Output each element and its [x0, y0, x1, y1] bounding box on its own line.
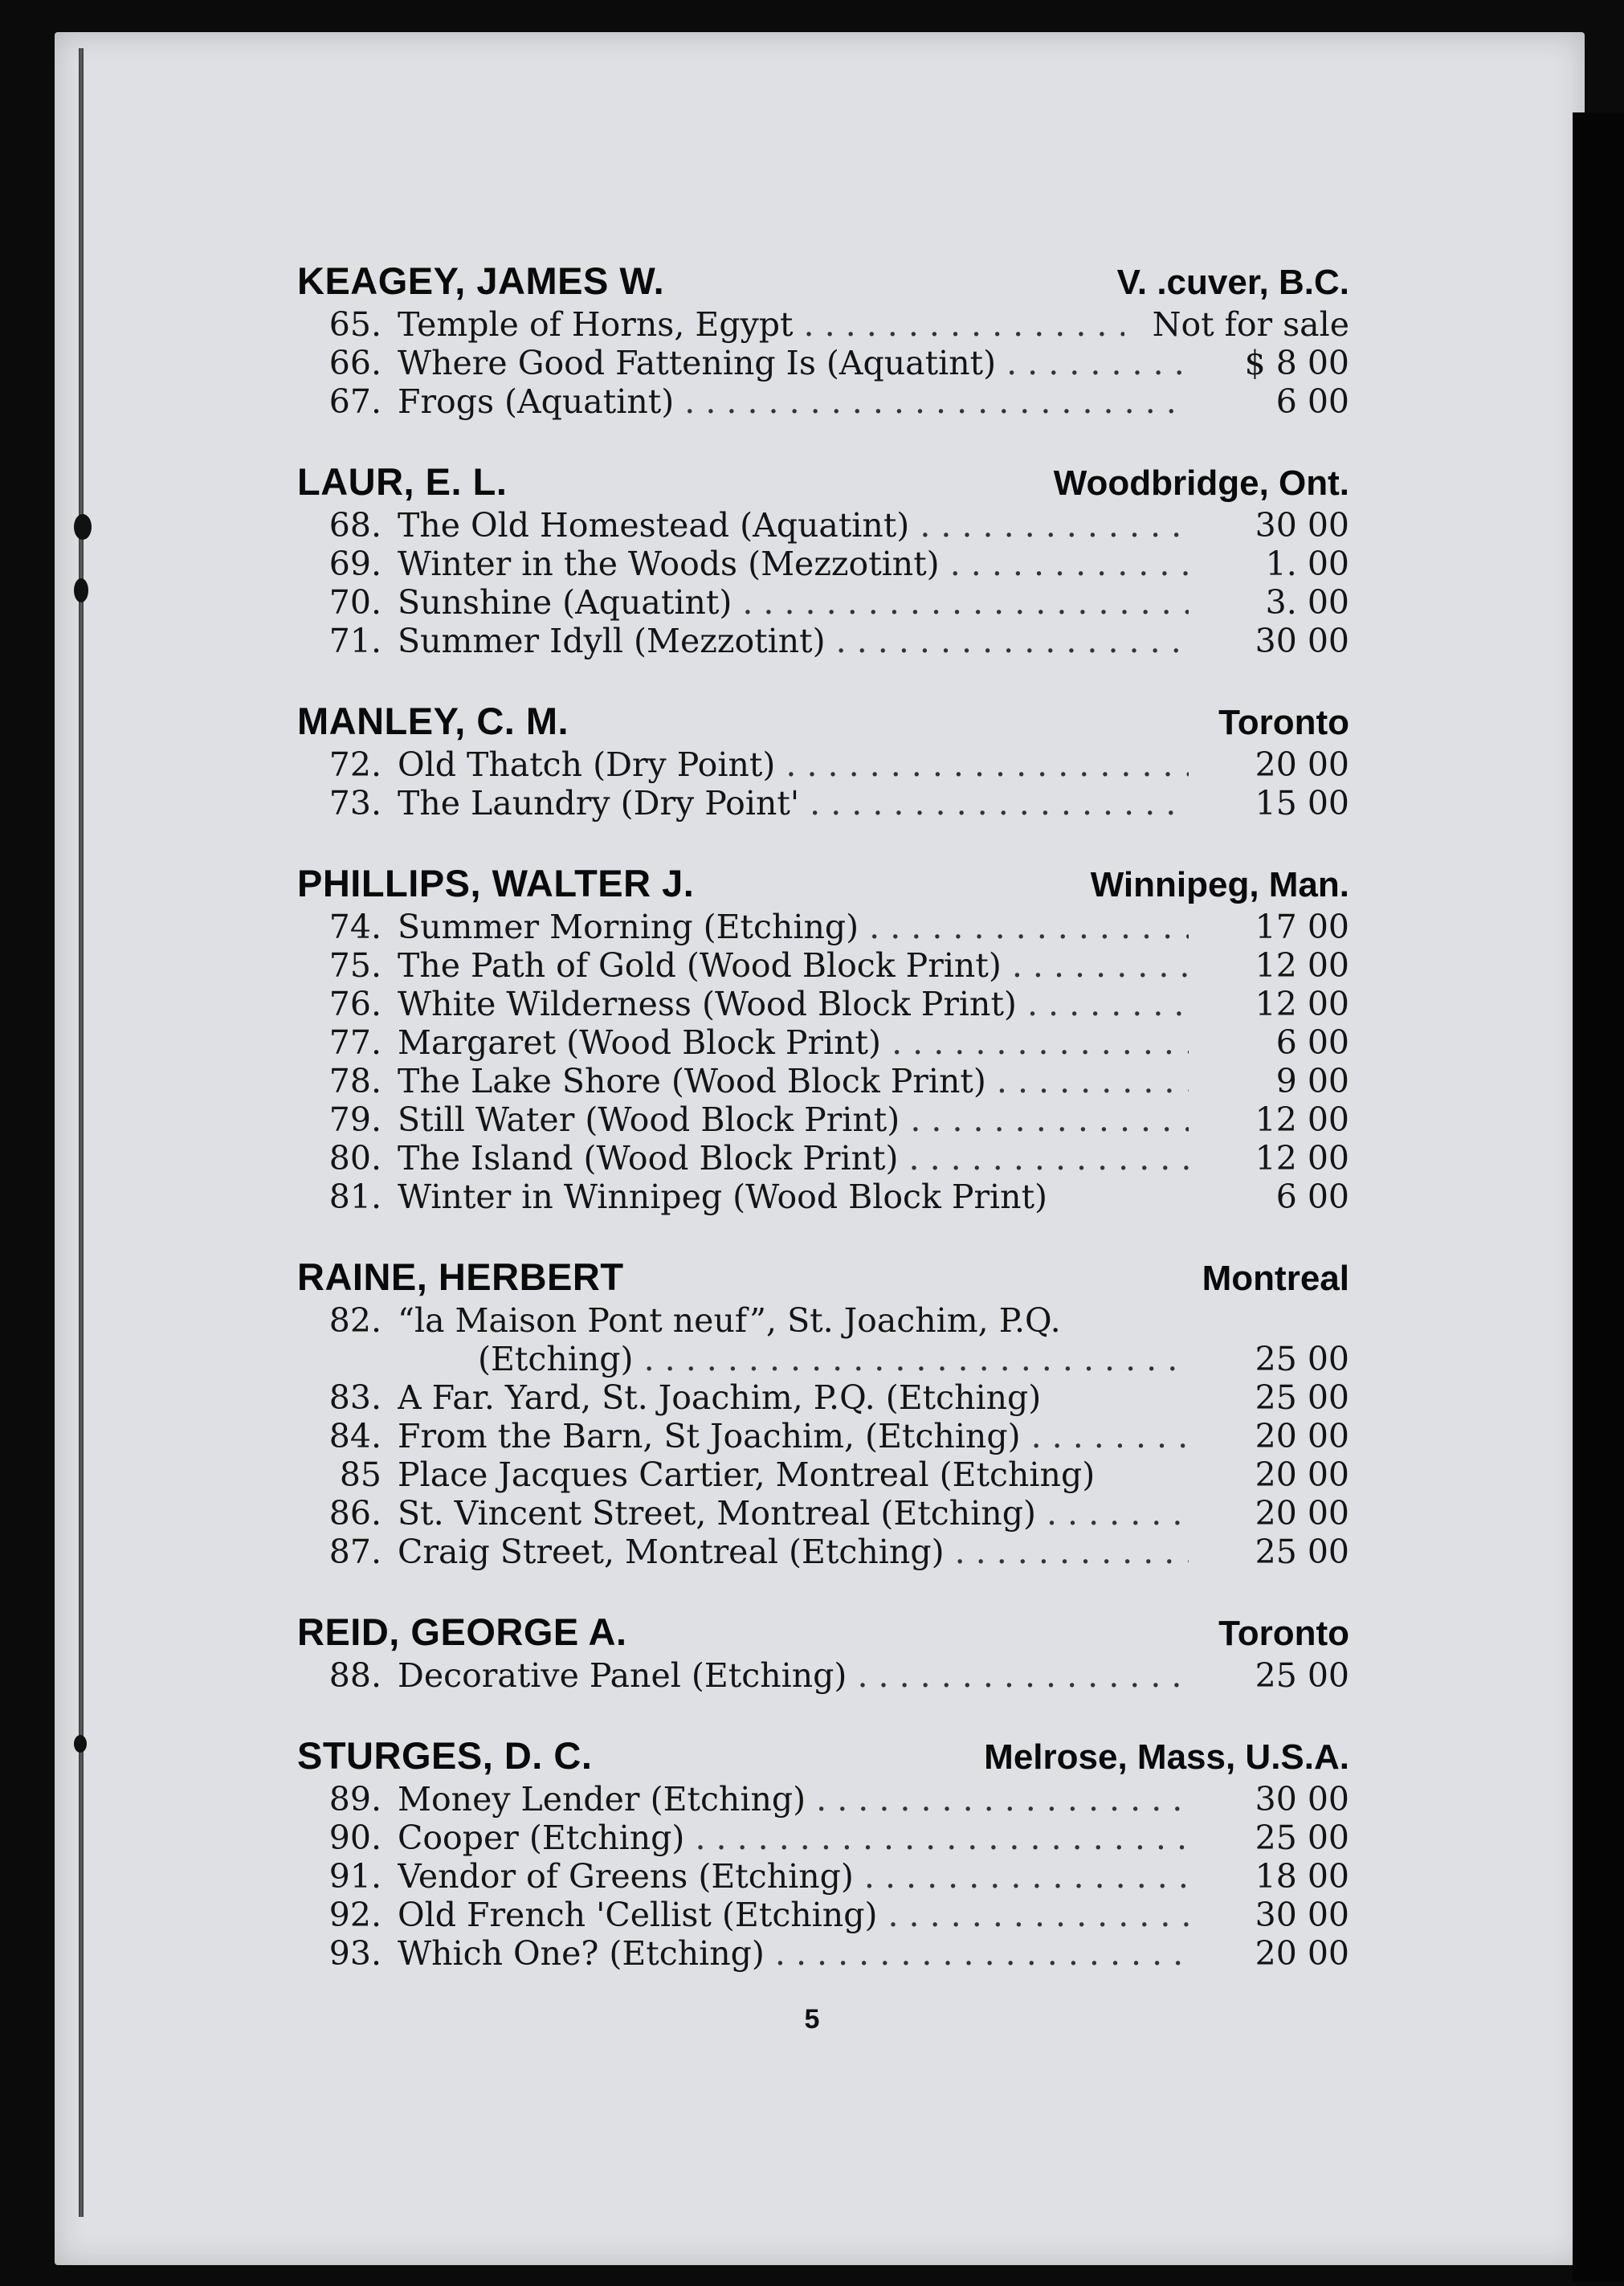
ink-smudge	[74, 514, 92, 540]
artist-name: MANLEY, C. M.	[297, 700, 569, 742]
item-number: 81.	[328, 1178, 382, 1216]
item-price: 6 00	[1275, 382, 1349, 421]
item-number: 68.	[328, 506, 382, 545]
item-price: Not for sale	[1152, 305, 1349, 344]
list-item	[297, 1301, 1349, 1340]
item-number: 80.	[328, 1139, 382, 1178]
item-number: 72.	[328, 745, 382, 784]
item-title: Winter in the Woods (Mezzotint) . . .	[398, 545, 1189, 583]
item-number: 78.	[328, 1062, 382, 1100]
artist-location: Toronto	[1218, 1614, 1349, 1653]
page-number: 5	[804, 2004, 820, 2035]
item-number: 87.	[328, 1533, 382, 1571]
item-price: 12 00	[1255, 1139, 1349, 1178]
item-number: 75.	[328, 946, 382, 985]
item-number: 74.	[328, 908, 382, 946]
item-price: 20 00	[1255, 1494, 1349, 1533]
item-number: 88.	[328, 1656, 382, 1695]
list-item	[297, 1023, 1349, 1062]
item-title: Craig Street, Montreal (Etching) . . .	[398, 1533, 1189, 1571]
item-price: 25 00	[1255, 1378, 1349, 1417]
item-title: Frogs (Aquatint) . . .	[398, 382, 1189, 421]
item-title: Winter in Winnipeg (Wood Block Print)	[398, 1178, 1048, 1216]
item-title: (Etching) . . .	[398, 1340, 1189, 1378]
item-price: 17 00	[1255, 908, 1349, 946]
item-number: 79.	[328, 1100, 382, 1139]
item-title: From the Barn, St Joachim, (Etching) . . .	[398, 1417, 1189, 1455]
list-item	[297, 1100, 1349, 1139]
list-item	[297, 985, 1349, 1023]
item-number: 93.	[328, 1934, 382, 1973]
item-price: 12 00	[1255, 985, 1349, 1023]
item-number: 82.	[328, 1301, 382, 1340]
item-title: St. Vincent Street, Montreal (Etching) . . .	[398, 1494, 1189, 1533]
list-item	[297, 344, 1349, 382]
item-title: Where Good Fattening Is (Aquatint) . . .	[398, 344, 1189, 382]
item-price: 12 00	[1255, 1100, 1349, 1139]
list-item	[297, 946, 1349, 985]
item-price: 9 00	[1275, 1062, 1349, 1100]
list-item	[297, 1378, 1349, 1417]
list-item	[297, 1934, 1349, 1973]
artist-header	[297, 1610, 1349, 1656]
item-price: 6 00	[1275, 1178, 1349, 1216]
artist-header	[297, 1733, 1349, 1780]
list-item	[297, 1455, 1349, 1494]
artist-name: LAUR, E. L.	[297, 460, 508, 503]
item-price: 30 00	[1255, 1896, 1349, 1934]
item-number: 69.	[328, 545, 382, 583]
list-item	[297, 1340, 1349, 1378]
item-title: Which One? (Etching) . . .	[398, 1934, 1189, 1973]
item-title: Decorative Panel (Etching) . . .	[398, 1656, 1189, 1695]
list-item	[297, 545, 1349, 583]
item-price: 3. 00	[1265, 583, 1349, 622]
artist-location: V. .cuver, B.C.	[1116, 263, 1349, 302]
list-item	[297, 1494, 1349, 1533]
catalog-listing	[297, 259, 1349, 2011]
item-title: The Lake Shore (Wood Block Print) . . .	[398, 1062, 1189, 1100]
item-number: 66.	[328, 344, 382, 382]
item-title: A Far. Yard, St. Joachim, P.Q. (Etching)	[398, 1378, 1042, 1417]
list-item	[297, 1533, 1349, 1571]
item-price: 6 00	[1275, 1023, 1349, 1062]
ink-smudge	[74, 1735, 87, 1753]
ink-smudge	[74, 578, 88, 602]
item-number: 85	[339, 1455, 382, 1494]
list-item	[297, 1062, 1349, 1100]
item-price: 25 00	[1255, 1340, 1349, 1378]
item-number: 91.	[328, 1857, 382, 1896]
artist-name: PHILLIPS, WALTER J.	[297, 862, 695, 904]
item-price: 30 00	[1255, 1780, 1349, 1819]
artist-name: REID, GEORGE A.	[297, 1610, 627, 1653]
artist-name: KEAGEY, JAMES W.	[297, 259, 665, 302]
item-price: 20 00	[1255, 1455, 1349, 1494]
list-item	[297, 1857, 1349, 1896]
item-title: Still Water (Wood Block Print) . . .	[398, 1100, 1189, 1139]
item-title: “la Maison Pont neuf”, St. Joachim, P.Q.	[398, 1301, 1061, 1340]
artist-location: Winnipeg, Man.	[1090, 865, 1349, 904]
artist-location: Toronto	[1218, 703, 1349, 742]
item-number: 90.	[328, 1819, 382, 1857]
item-number: 83.	[328, 1378, 382, 1417]
list-item	[297, 583, 1349, 622]
artist-section	[297, 459, 1349, 660]
artist-section	[297, 699, 1349, 823]
list-item	[297, 908, 1349, 946]
artist-section	[297, 861, 1349, 1216]
artist-header	[297, 1255, 1349, 1301]
item-title: The Old Homestead (Aquatint) . . .	[398, 506, 1189, 545]
item-title: Old French 'Cellist (Etching) . . .	[398, 1896, 1189, 1934]
item-title: Place Jacques Cartier, Montreal (Etching)	[398, 1455, 1096, 1494]
item-number: 76.	[328, 985, 382, 1023]
list-item	[297, 745, 1349, 784]
artist-header	[297, 699, 1349, 745]
item-price: 30 00	[1255, 622, 1349, 660]
list-item	[297, 1178, 1349, 1216]
item-number: 84.	[328, 1417, 382, 1455]
item-title: Margaret (Wood Block Print) . . .	[398, 1023, 1189, 1062]
item-price: 30 00	[1255, 506, 1349, 545]
list-item	[297, 784, 1349, 823]
artist-header	[297, 259, 1349, 305]
list-item	[297, 1139, 1349, 1178]
item-price: 20 00	[1255, 1934, 1349, 1973]
item-number: 92.	[328, 1896, 382, 1934]
item-price: 25 00	[1255, 1819, 1349, 1857]
item-price: 12 00	[1255, 946, 1349, 985]
item-title: Summer Morning (Etching) . . .	[398, 908, 1189, 946]
item-price: 25 00	[1255, 1533, 1349, 1571]
item-number: 77.	[328, 1023, 382, 1062]
item-price: 18 00	[1255, 1857, 1349, 1896]
item-price: 20 00	[1255, 745, 1349, 784]
item-number: 70.	[328, 583, 382, 622]
item-title: The Path of Gold (Wood Block Print) . . .	[398, 946, 1189, 985]
list-item	[297, 622, 1349, 660]
item-number: 73.	[328, 784, 382, 823]
item-number: 65.	[328, 305, 382, 344]
artist-name: RAINE, HERBERT	[297, 1255, 624, 1298]
item-number: 71.	[328, 622, 382, 660]
list-item	[297, 305, 1349, 344]
artist-section	[297, 1610, 1349, 1695]
item-title: The Laundry (Dry Point' . . .	[398, 784, 1189, 823]
list-item	[297, 506, 1349, 545]
list-item	[297, 382, 1349, 421]
artist-location: Woodbridge, Ont.	[1053, 463, 1349, 503]
artist-location: Melrose, Mass, U.S.A.	[984, 1737, 1349, 1777]
artist-section	[297, 1255, 1349, 1571]
item-title: Vendor of Greens (Etching) . . .	[398, 1857, 1189, 1896]
list-item	[297, 1780, 1349, 1819]
item-price: 20 00	[1255, 1417, 1349, 1455]
artist-section	[297, 1733, 1349, 1973]
artist-location: Montreal	[1202, 1259, 1349, 1298]
item-title: The Island (Wood Block Print) . . .	[398, 1139, 1189, 1178]
item-price: 1. 00	[1265, 545, 1349, 583]
item-number: 89.	[328, 1780, 382, 1819]
item-title: Temple of Horns, Egypt . . .	[398, 305, 1124, 344]
artist-name: STURGES, D. C.	[297, 1734, 593, 1777]
item-title: Cooper (Etching) . . .	[398, 1819, 1189, 1857]
item-title: Summer Idyll (Mezzotint) . . .	[398, 622, 1189, 660]
list-item	[297, 1896, 1349, 1934]
list-item	[297, 1819, 1349, 1857]
artist-header	[297, 861, 1349, 908]
page-edge-shadow	[1573, 112, 1624, 2281]
item-number: 67.	[328, 382, 382, 421]
item-price: 15 00	[1255, 784, 1349, 823]
artist-section	[297, 259, 1349, 421]
item-title: Money Lender (Etching) . . .	[398, 1780, 1189, 1819]
binding-spine	[79, 48, 84, 2217]
item-title: White Wilderness (Wood Block Print) . . .	[398, 985, 1189, 1023]
item-price: $ 8 00	[1244, 344, 1349, 382]
artist-header	[297, 459, 1349, 506]
item-title: Old Thatch (Dry Point) . . .	[398, 745, 1189, 784]
item-title: Sunshine (Aquatint) . . .	[398, 583, 1189, 622]
item-number: 86.	[328, 1494, 382, 1533]
item-price: 25 00	[1255, 1656, 1349, 1695]
list-item	[297, 1656, 1349, 1695]
list-item	[297, 1417, 1349, 1455]
